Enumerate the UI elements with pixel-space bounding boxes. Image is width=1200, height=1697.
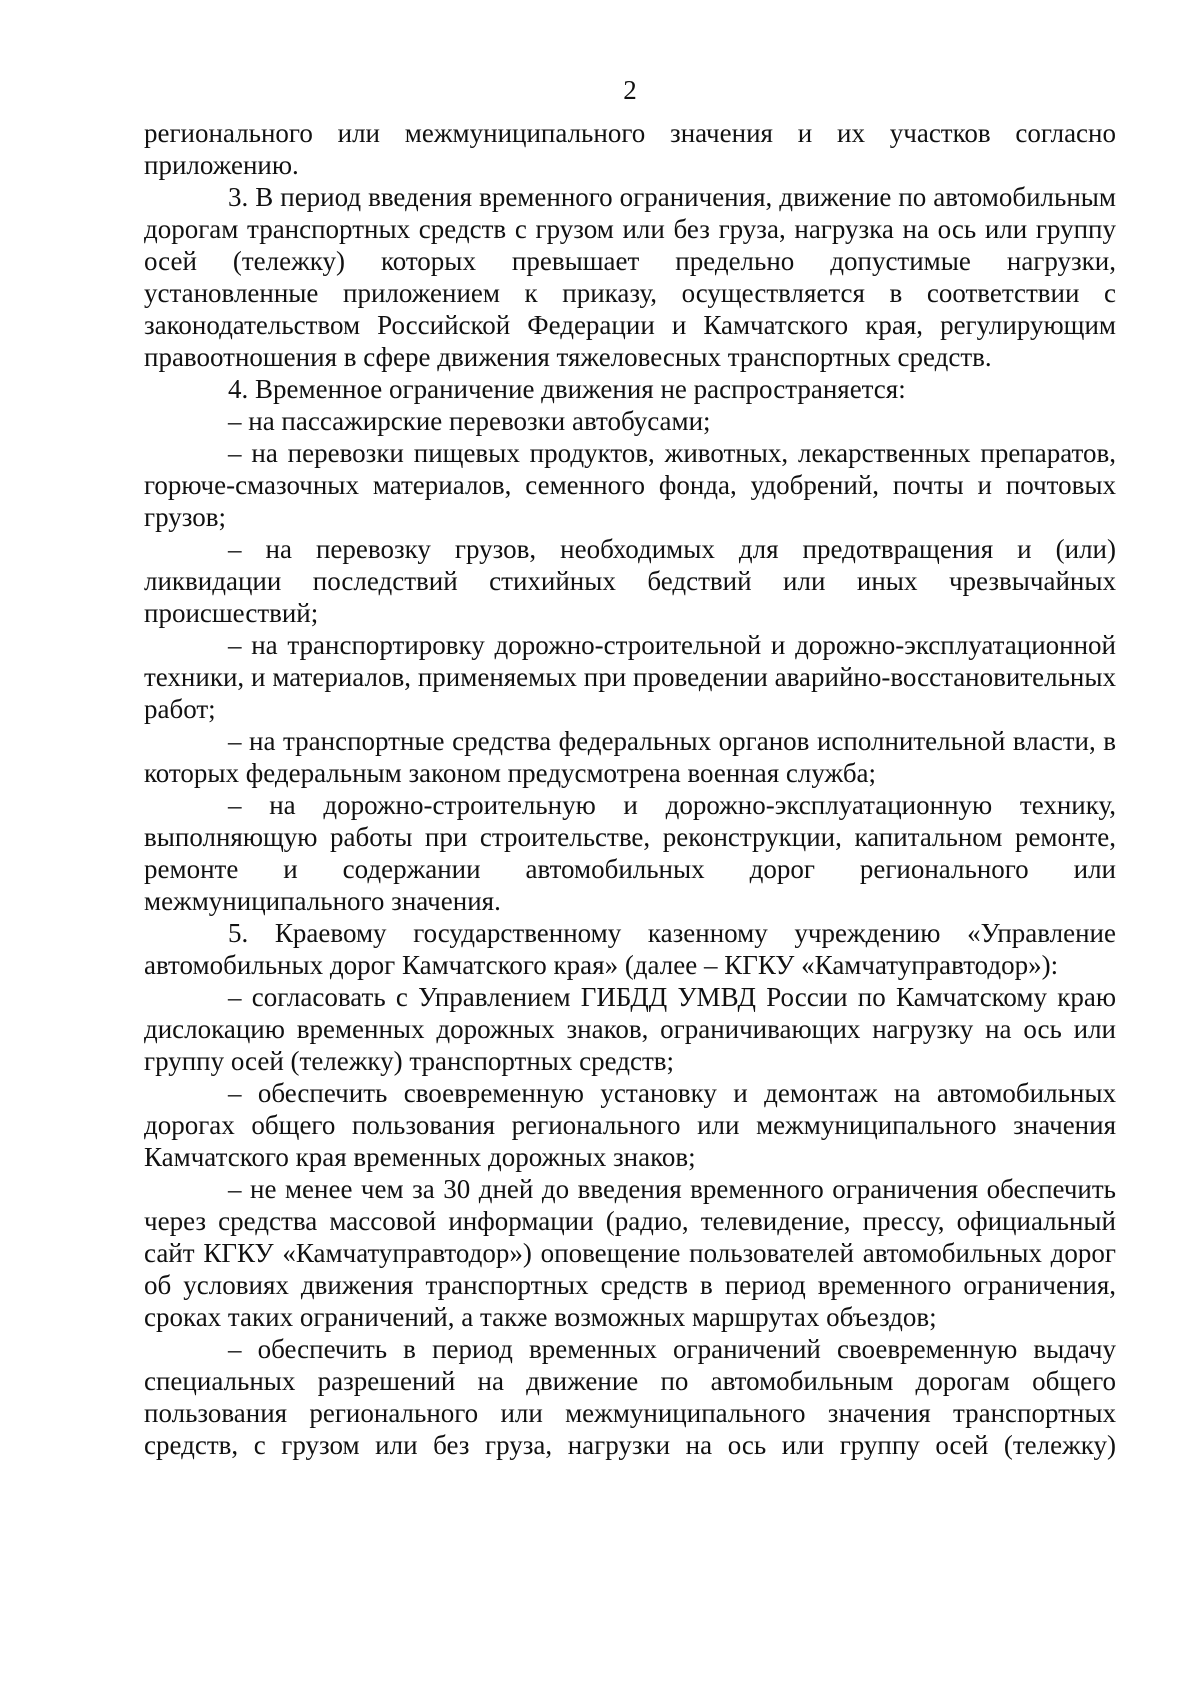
list-item: – на транспортные средства федеральных органов исполнительной власти, в которых федеральным законом предусмотрена военная служба; — [144, 726, 1116, 788]
page-number: 2 — [623, 75, 637, 105]
document-body — [144, 117, 1116, 1461]
paragraph-continuation: регионального или межмуниципального значения и их участков согласно приложению. — [144, 118, 1116, 180]
list-item: – на перевозку грузов, необходимых для предотвращения и (или) ликвидации последствий стихийных бедствий или иных чрезвычайных происшествий; — [144, 534, 1116, 628]
list-item: – не менее чем за 30 дней до введения временного ограничения обеспечить через средства массовой информации (радио, телевидение, прессу, официальный сайт КГКУ «Камчатуправтодор») оповещение пользователей автомобильных дорог об условиях движения транспортных средств в период временного ограничения, сроках таких ограничений, а также возможных маршрутах объездов; — [144, 1174, 1116, 1332]
paragraph-item-3: 3. В период введения временного ограничения, движение по автомобильным дорогам транспортных средств с грузом или без груза, нагрузка на ось или группу осей (тележку) которых превышает предельно допустимые нагрузки, установленные приложением к приказу, осуществляется в соответствии с законодательством Российской Федерации и Камчатского края, регулирующим правоотношения в сфере движения тяжеловесных транспортных средств. — [144, 182, 1116, 372]
list-item: – на транспортировку дорожно-строительной и дорожно-эксплуатационной техники, и материалов, применяемых при проведении аварийно-восстановительных работ; — [144, 630, 1116, 724]
list-item: – обеспечить своевременную установку и демонтаж на автомобильных дорогах общего пользования регионального или межмуниципального значения Камчатского края временных дорожных знаков; — [144, 1078, 1116, 1172]
list-item: – согласовать с Управлением ГИБДД УМВД России по Камчатскому краю дислокацию временных дорожных знаков, ограничивающих нагрузку на ось или группу осей (тележку) транспортных средств; — [144, 982, 1116, 1076]
list-item: – на перевозки пищевых продуктов, животных, лекарственных препаратов, горюче-смазочных материалов, семенного фонда, удобрений, почты и почтовых грузов; — [144, 438, 1116, 532]
list-item: – обеспечить в период временных ограничений своевременную выдачу специальных разрешений на движение по автомобильным дорогам общего пользования регионального или межмуниципального значения транспортных средств, с грузом или без груза, нагрузки на ось или группу осей (тележку) — [144, 1334, 1116, 1460]
paragraph-item-5: 5. Краевому государственному казенному учреждению «Управление автомобильных дорог Камчатского края» (далее – КГКУ «Камчатуправтодор»): — [144, 918, 1116, 980]
list-item: – на пассажирские перевозки автобусами; — [228, 406, 711, 436]
list-item: – на дорожно-строительную и дорожно-эксплуатационную технику, выполняющую работы при строительстве, реконструкции, капитальном ремонте, ремонте и содержании автомобильных дорог регионального или межмуниципального значения. — [144, 790, 1116, 916]
paragraph-item-4: 4. Временное ограничение движения не распространяется: — [228, 374, 906, 404]
